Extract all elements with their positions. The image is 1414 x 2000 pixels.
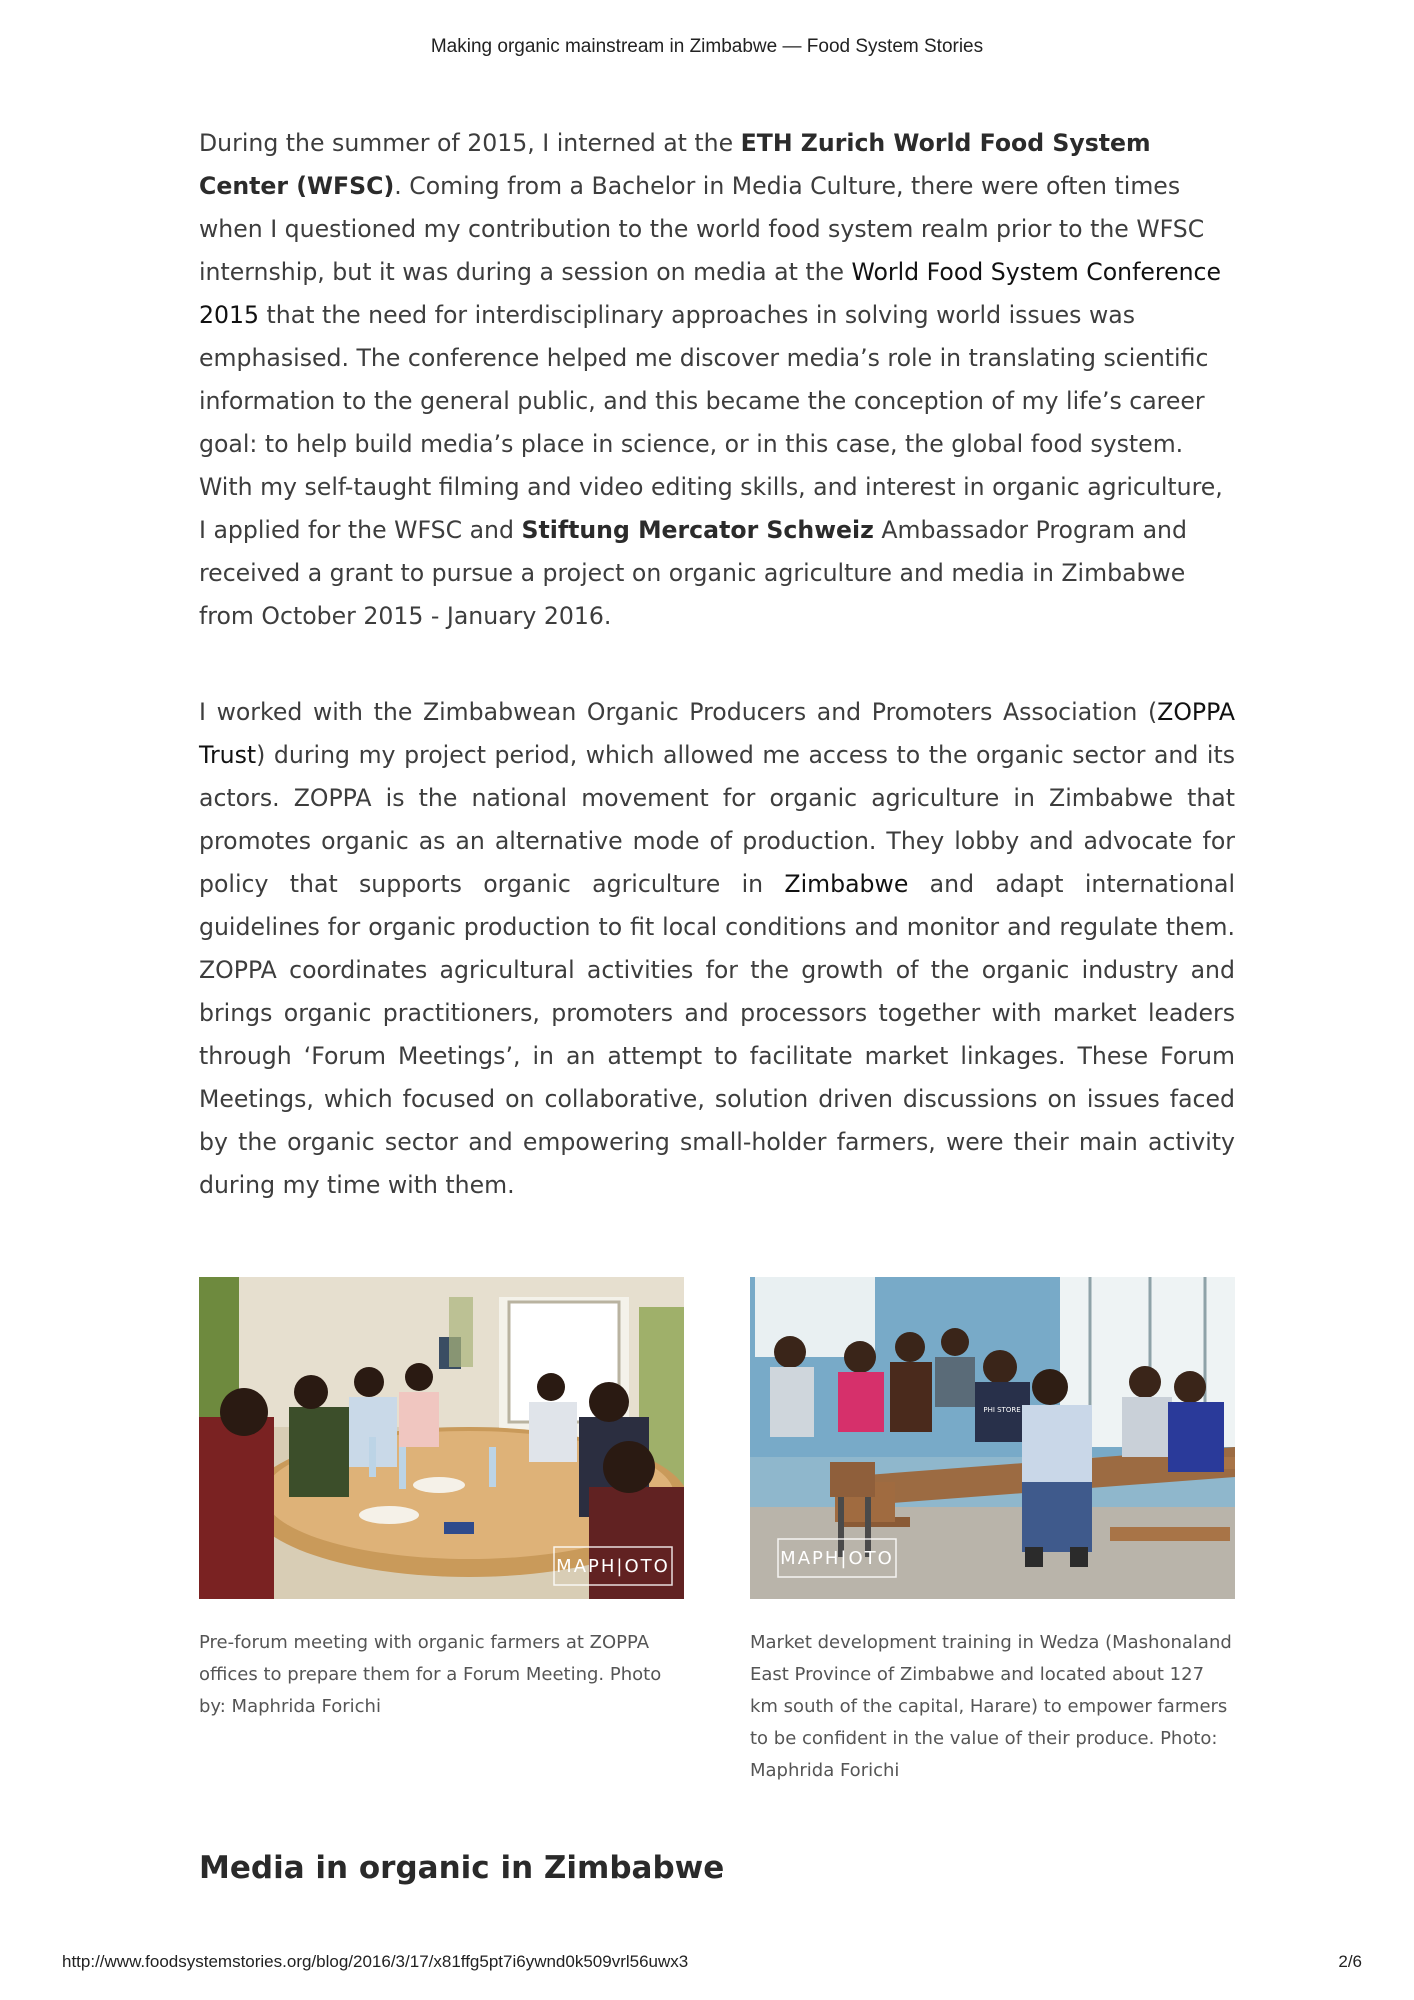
text-run: that the need for interdisciplinary approaches in solving world issues was emphasised. The conference helped me discover media’s role in translating scientific information to the general public, and this became the conception of my life’s career goal: to help build media’s place in science, or in this case, the global food system. With my self-taught filming and video editing skills, and interest in organic agriculture, I applied for the WFSC and — [199, 301, 1223, 544]
world-food-system-conference-link[interactable]: World Food System Conference 2015 — [199, 258, 1222, 329]
zoppa-trust-link[interactable]: ZOPPA Trust — [199, 698, 1235, 769]
text-run: ) during my project period, which allowed me access to the organic sector and its actors. ZOPPA is the national movement for organic agriculture in Zimbabwe that promotes organic as an alternative mode of production. They lobby and advocate for policy that supports organic agriculture in — [199, 741, 1235, 898]
bold-wfsc: ETH Zurich World Food System Center (WFSC) — [199, 129, 1151, 200]
text-run: . Coming from a Bachelor in Media Culture, there were often times when I questioned my contribution to the world food system realm prior to the WFSC internship, but it was during a session on media at the — [199, 172, 1205, 286]
forum-meeting-caption: Pre-forum meeting with organic farmers at ZOPPA offices to prepare them for a Forum Meeting. Photo by: Maphrida Forichi — [199, 1632, 662, 1717]
photo-watermark: MAPH|OTO — [556, 1556, 670, 1577]
footer-page-number: 2/6 — [1338, 1952, 1362, 1971]
article-body — [199, 122, 1235, 1787]
zoppa-paragraph — [199, 691, 1235, 1207]
intro-paragraph — [199, 122, 1235, 638]
text-run: Ambassador Program and received a grant to pursue a project on organic agriculture and media in Zimbabwe from October 2015 - January 2016. — [199, 516, 1187, 630]
forum-meeting-photo — [199, 1277, 684, 1599]
section-heading: Media in organic in Zimbabwe — [199, 1850, 725, 1886]
photo-watermark: MAPH|OTO — [780, 1548, 894, 1569]
market-training-photo — [750, 1277, 1235, 1599]
zimbabwe-link[interactable]: Zimbabwe — [784, 870, 909, 898]
figure-market-training — [750, 1277, 1235, 1787]
footer-url: http://www.foodsystemstories.org/blog/2016/3/17/x81ffg5pt7i6ywnd0k509vrl56uwx3 — [62, 1952, 689, 1971]
market-training-caption: Market development training in Wedza (Mashonaland East Province of Zimbabwe and located about 127 km south of the capital, Harare) to empower farmers to be confident in the value of their produce. Photo: Maphrida Forichi — [750, 1632, 1232, 1781]
text-run: and adapt international guidelines for organic production to fit local conditions and monitor and regulate them. ZOPPA coordinates agricultural activities for the growth of the organic industry and brings organic practitioners, promoters and processors together with market leaders through ‘Forum Meetings’, in an attempt to facilitate market linkages. These Forum Meetings, which focused on collaborative, solution driven discussions on issues faced by the organic sector and empowering small-holder farmers, were their main activity during my time with them. — [199, 870, 1235, 1199]
shirt-print: PHI STORE — [983, 1406, 1021, 1414]
photo-gallery — [199, 1277, 1235, 1787]
text-run: During the summer of 2015, I interned at the — [199, 129, 741, 157]
print-header-title: Making organic mainstream in Zimbabwe — Food System Stories — [430, 36, 984, 57]
text-run: I worked with the Zimbabwean Organic Producers and Promoters Association ( — [199, 698, 1158, 726]
bold-stiftung-mercator: Stiftung Mercator Schweiz — [521, 516, 874, 544]
figure-forum-meeting — [199, 1277, 684, 1787]
